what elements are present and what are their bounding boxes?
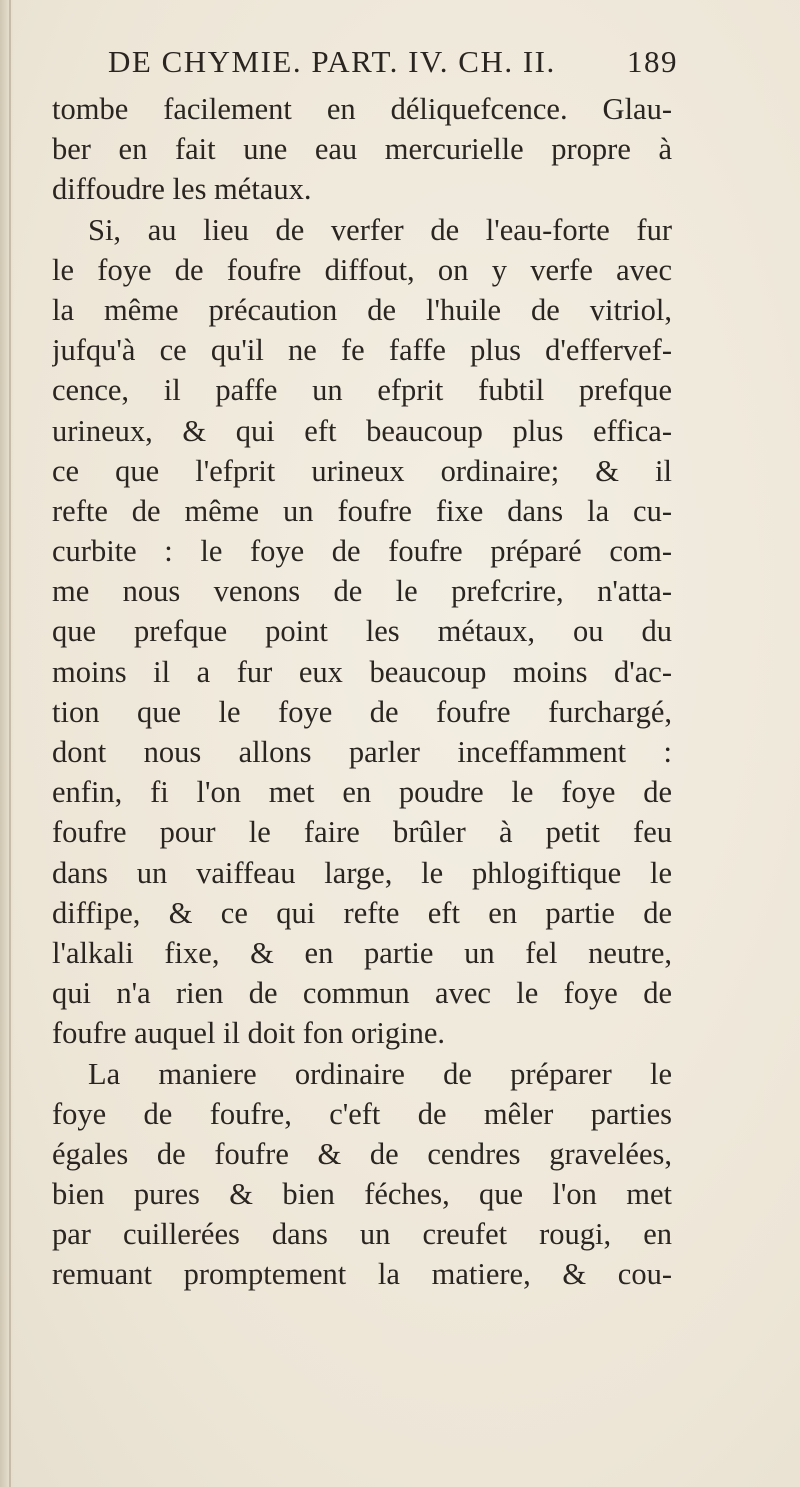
text-line: le foye de foufre diffout, on y verfe avec	[52, 252, 672, 287]
text-line: jufqu'à ce qu'il ne fe faffe plus d'effervef-	[52, 333, 672, 368]
text-line: foye de foufre, c'eft de mêler parties	[52, 1096, 672, 1131]
text-line: la même précaution de l'huile de vitriol,	[52, 292, 672, 327]
text-line: diffoudre les métaux.	[52, 172, 312, 207]
text-line: moins il a fur eux beaucoup moins d'ac-	[52, 654, 672, 689]
text-line: cence, il paffe un efprit fubtil prefque	[52, 373, 672, 408]
text-line: curbite : le foye de foufre préparé com-	[52, 534, 672, 569]
text-line: urineux, & qui eft beaucoup plus effica-	[52, 413, 672, 448]
text-line: foufre auquel il doit fon origine.	[52, 1016, 446, 1051]
text-line: ber en fait une eau mercurielle propre à	[52, 132, 672, 167]
text-line: égales de foufre & de cendres gravelées,	[52, 1136, 672, 1171]
text-line: me nous venons de le prefcrire, n'atta-	[52, 574, 672, 609]
page-gutter	[0, 0, 14, 1487]
text-line: dont nous allons parler inceffamment :	[52, 735, 672, 769]
text-line: foufre pour le faire brûler à petit feu	[52, 815, 672, 850]
text-line: enfin, fi l'on met en poudre le foye de	[52, 775, 672, 810]
text-line: La maniere ordinaire de préparer le	[88, 1056, 672, 1091]
text-line: ce que l'efprit urineux ordinaire; & il	[52, 453, 672, 488]
running-head	[108, 44, 678, 84]
text-line: qui n'a rien de commun avec le foye de	[52, 976, 672, 1011]
text-line: dans un vaiffeau large, le phlogiftique le	[52, 855, 672, 890]
text-line: Si, au lieu de verfer de l'eau-forte fur	[88, 212, 672, 247]
page-number: 189	[627, 44, 678, 79]
text-line: par cuillerées dans un creufet rougi, en	[52, 1217, 672, 1252]
gutter-shadow-line	[9, 0, 11, 1487]
text-line: diffipe, & ce qui refte eft en partie de	[52, 895, 672, 930]
text-line: bien pures & bien féches, que l'on met	[52, 1177, 672, 1212]
running-head-title: DE CHYMIE. PART. IV. CH. II.	[108, 44, 556, 79]
body-text	[52, 89, 672, 1295]
text-line: l'alkali fixe, & en partie un fel neutre,	[52, 935, 672, 970]
text-line: tombe facilement en déliquefcence. Glau-	[52, 92, 672, 126]
text-line: remuant promptement la matiere, & cou-	[52, 1257, 672, 1292]
text-line: refte de même un foufre fixe dans la cu-	[52, 493, 672, 528]
text-line: tion que le foye de foufre furchargé,	[52, 694, 672, 729]
text-line: que prefque point les métaux, ou du	[52, 614, 672, 649]
